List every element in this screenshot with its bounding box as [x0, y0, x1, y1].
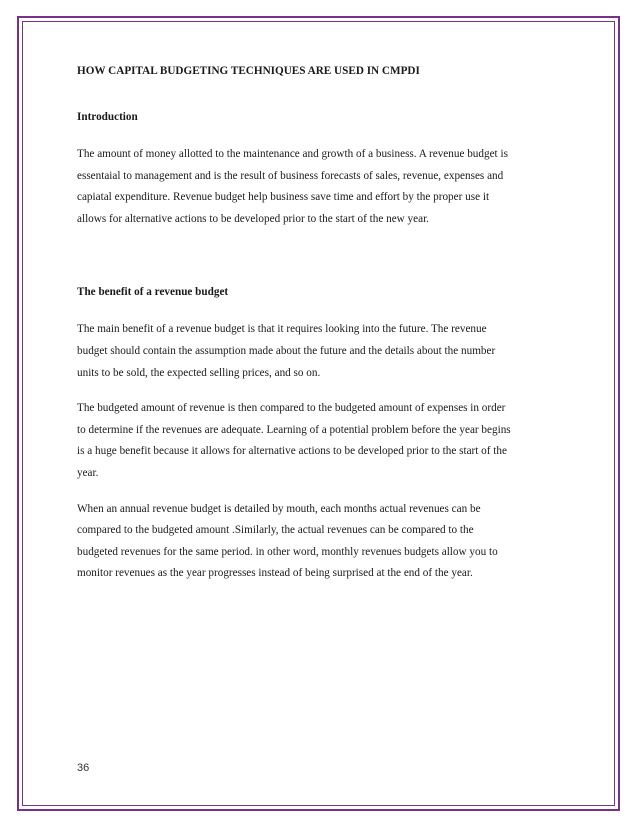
text-line: compared to the budgeted amount .Similarly, the actual revenues can be compared to the: [77, 524, 474, 537]
text-line: to determine if the revenues are adequate. Learning of a potential problem before the year begins: [77, 423, 511, 436]
text-line: The amount of money allotted to the maintenance and growth of a business. A revenue budget is: [77, 148, 508, 160]
section-spacer: [77, 230, 565, 284]
text-line: budget should contain the assumption made about the future and the details about the number: [77, 344, 496, 357]
text-line: essentaial to management and is the result of business forecasts of sales, revenue, expenses and: [77, 169, 504, 182]
text-line: is a huge benefit because it allows for alternative actions to be developed prior to the start of the: [77, 445, 507, 458]
paragraph-introduction: [77, 144, 565, 230]
paragraph-benefit-2: [77, 398, 565, 484]
text-line: The budgeted amount of revenue is then compared to the budgeted amount of expenses in order: [77, 402, 506, 415]
text-line: capiatal expenditure. Revenue budget help business save time and effort by the proper use it: [77, 191, 490, 204]
section-heading-introduction: Introduction: [77, 111, 138, 123]
text-line: budgeted revenues for the same period. in other word, monthly revenues budgets allow you to: [77, 545, 498, 558]
section-heading-benefit: The benefit of a revenue budget: [77, 286, 229, 299]
paragraph-benefit-3: [77, 499, 565, 585]
text-line: monitor revenues as the year progresses instead of being surprised at the end of the year.: [77, 567, 473, 580]
page-content: [77, 63, 565, 585]
text-line: The main benefit of a revenue budget is that it requires looking into the future. The revenue: [77, 323, 487, 336]
document-title: HOW CAPITAL BUDGETING TECHNIQUES ARE USED IN CMPDI: [77, 65, 420, 77]
text-line: allows for alternative actions to be developed prior to the start of the new year.: [77, 212, 429, 225]
paragraph-benefit-1: [77, 319, 565, 384]
text-line: units to be sold, the expected selling prices, and so on.: [77, 366, 321, 379]
text-line: year.: [77, 466, 99, 479]
page-number: 36: [77, 762, 90, 774]
text-line: When an annual revenue budget is detailed by mouth, each months actual revenues can be: [77, 502, 481, 515]
